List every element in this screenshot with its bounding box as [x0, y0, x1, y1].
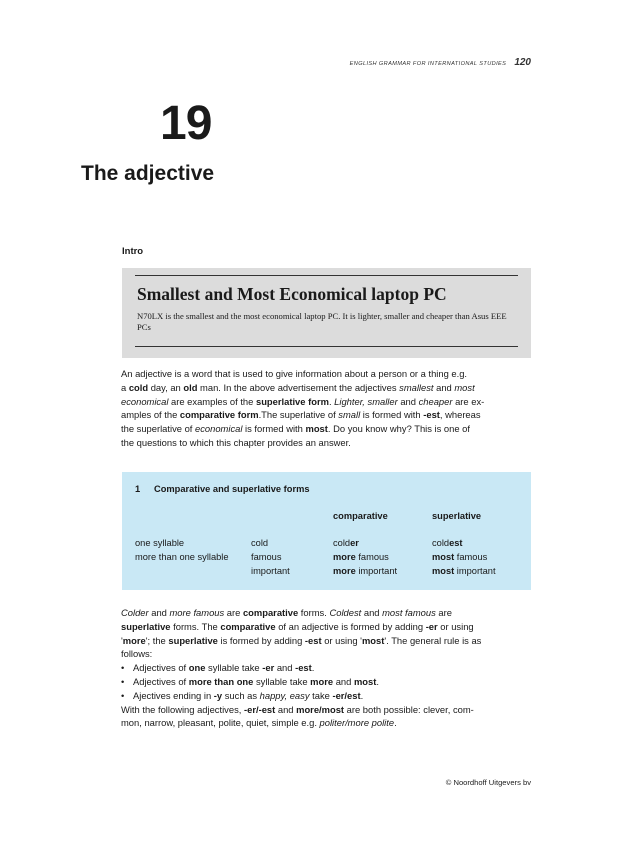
page-number: 120: [514, 57, 531, 68]
row3-word: important: [251, 566, 290, 576]
ad-bottom-rule: [135, 346, 518, 347]
table-heading: 1 Comparative and superlative forms: [135, 484, 310, 494]
book-title: ENGLISH GRAMMAR FOR INTERNATIONAL STUDIES: [349, 61, 507, 67]
rules-paragraph: [121, 606, 531, 730]
bullet-glyph: •: [121, 662, 125, 674]
text-line: An adjective is a word that is used to give information about a person or a thing e.g.: [121, 368, 468, 379]
text-line: the superlative of economical is formed with most. Do you know why? This is one of: [121, 423, 470, 435]
row2-comparative: more famous: [333, 552, 389, 562]
text-line: a cold day, an old man. In the above advertisement the adjectives smallest and most: [121, 381, 475, 393]
intro-label: Intro: [122, 246, 144, 257]
row1-comparative: colder: [333, 538, 359, 548]
text-line: With the following adjectives, -er/-est and more/most are both possible: clever, com-: [121, 703, 474, 715]
bullet-glyph: •: [121, 689, 125, 701]
intro-paragraph: [121, 367, 531, 450]
comparison-table-box: [122, 472, 531, 590]
row1-word: cold: [251, 538, 269, 548]
running-header: [350, 57, 531, 68]
text-line: Colder and more famous are comparative forms. Coldest and most famous are: [121, 607, 452, 618]
text-line: the questions to which this chapter provides an answer.: [121, 436, 351, 448]
row2-superlative: most famous: [432, 552, 488, 562]
row-label-more-than-one-syllable: more than one syllable: [135, 552, 229, 562]
ad-text: N70LX is the smallest and the most economical laptop PC. It is lighter, smaller and cheaper than Asus EEE PCs: [137, 311, 507, 332]
ad-title: Smallest and Most Economical laptop PC: [137, 284, 447, 304]
ad-top-rule: [135, 275, 518, 276]
text-line: mon, narrow, pleasant, polite, quiet, simple e.g. politer/more polite.: [121, 717, 397, 729]
row3-superlative: most important: [432, 566, 496, 576]
column-header-superlative: superlative: [432, 511, 482, 521]
copyright-footer: © Noordhoff Uitgevers bv: [445, 778, 531, 787]
row-label-one-syllable: one syllable: [135, 538, 185, 548]
bullet-item: • Adjectives of more than one syllable take more and most.: [121, 675, 379, 687]
row2-word: famous: [251, 552, 282, 562]
text-line: follows:: [121, 648, 153, 660]
row1-superlative: coldest: [432, 538, 463, 548]
row3-comparative: more important: [333, 566, 398, 576]
advertisement-box: [122, 268, 531, 358]
bullet-item: • Ajectives ending in -y such as happy, easy take -er/est.: [121, 689, 364, 701]
bullet-item: • Adjectives of one syllable take -er and -est.: [121, 662, 315, 674]
text-line: economical are examples of the superlative form. Lighter, smaller and cheaper are ex-: [121, 395, 485, 407]
text-line: superlative forms. The comparative of an adjective is formed by adding -er or using: [121, 620, 474, 632]
text-line: amples of the comparative form.The superlative of small is formed with -est, whereas: [121, 409, 481, 421]
text-line: 'more'; the superlative is formed by adding -est or using 'most'. The general rule is as: [121, 634, 482, 646]
bullet-glyph: •: [121, 675, 125, 687]
chapter-number: 19: [160, 97, 212, 150]
column-header-comparative: comparative: [333, 511, 388, 521]
chapter-title: The adjective: [81, 162, 215, 185]
